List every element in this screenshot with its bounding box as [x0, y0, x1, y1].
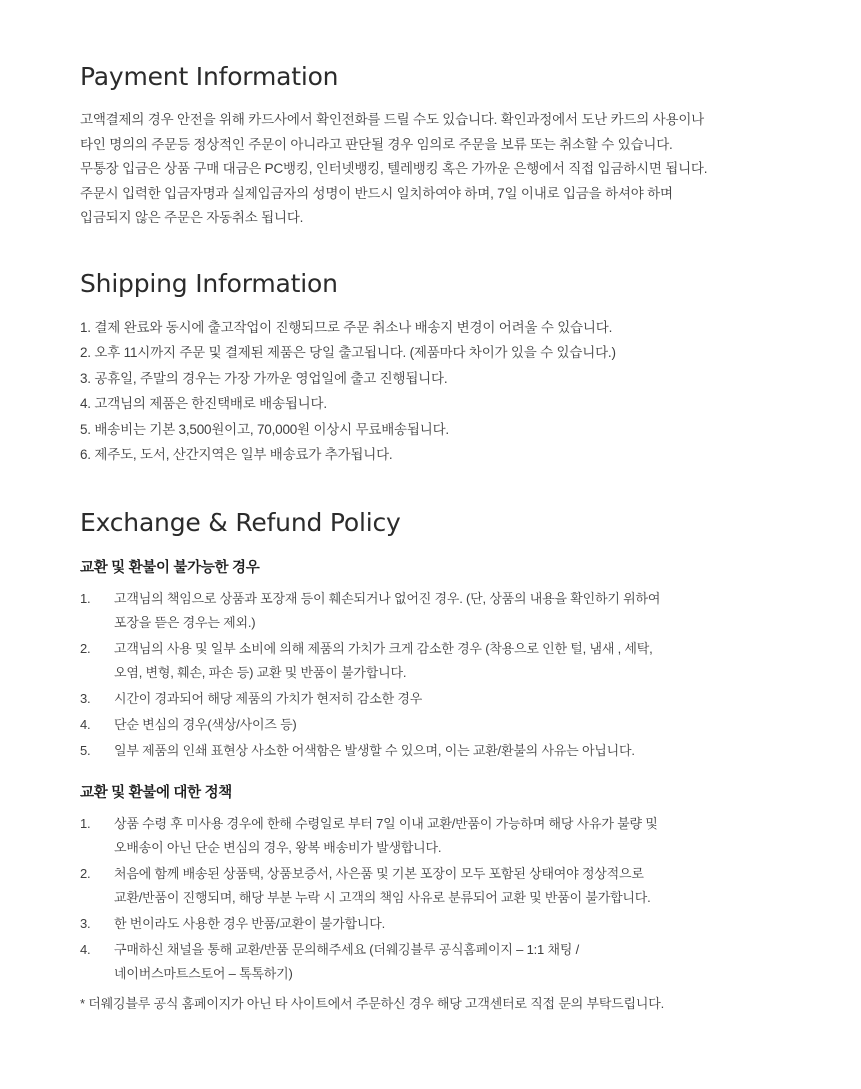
list-item-text: 한 번이라도 사용한 경우 반품/교환이 불가합니다. — [114, 915, 386, 931]
list-item — [80, 812, 781, 860]
policy-footnote: * 더웨깅블루 공식 홈페이지가 아닌 타 사이트에서 주문하신 경우 해당 고객센터로 직접 문의 부탁드립니다. — [80, 995, 665, 1011]
list-item — [80, 862, 781, 910]
list-item — [80, 587, 781, 635]
list-item — [80, 739, 781, 763]
shipping-list-item: 6. 제주도, 도서, 산간지역은 일부 배송료가 추가됩니다. — [80, 447, 393, 462]
shipping-list-item: 2. 오후 11시까지 주문 및 결제된 제품은 당일 출고됩니다. (제품마다 차이가 있을 수 있습니다.) — [80, 345, 616, 360]
list-item-text: 구매하신 채널을 통해 교환/반품 문의해주세요 (더웨깅블루 공식홈페이지 – 1:1 채팅 / — [114, 941, 580, 957]
list-item-body — [114, 938, 781, 986]
list-item-text: 단순 변심의 경우(색상/사이즈 등) — [114, 716, 297, 732]
list-item-text: 고객님의 사용 및 일부 소비에 의해 제품의 가치가 크게 감소한 경우 (착용으로 인한 털, 냄새 , 세탁, — [114, 640, 653, 656]
not-possible-heading: 교환 및 환불이 불가능한 경우 — [80, 559, 260, 576]
payment-information-section — [80, 62, 781, 231]
list-item-subtext: 포장을 뜯은 경우는 제외.) — [114, 614, 256, 630]
exchange-refund-section — [80, 508, 781, 1016]
list-item — [80, 637, 781, 685]
list-item-text: 시간이 경과되어 해당 제품의 가치가 현저히 감소한 경우 — [114, 690, 423, 706]
list-item-text: 처음에 함께 배송된 상품택, 상품보증서, 사은품 및 기본 포장이 모두 포함된 상태여야 정상적으로 — [114, 865, 644, 881]
list-item-number: 4. — [80, 716, 91, 732]
list-item-number: 1. — [80, 590, 91, 606]
list-item-text: 상품 수령 후 미사용 경우에 한해 수령일로 부터 7일 이내 교환/반품이 가능하며 해당 사유가 불량 및 — [114, 815, 658, 831]
list-item-subtext: 오배송이 아닌 단순 변심의 경우, 왕복 배송비가 발생합니다. — [114, 839, 442, 855]
list-item-text: 일부 제품의 인쇄 표현상 사소한 어색함은 발생할 수 있으며, 이는 교환/환불의 사유는 아닙니다. — [114, 742, 635, 758]
shipping-list-item: 3. 공휴일, 주말의 경우는 가장 가까운 영업일에 출고 진행됩니다. — [80, 370, 448, 386]
list-item-body — [114, 713, 781, 737]
list-item-body — [114, 862, 781, 910]
list-item-body — [114, 739, 781, 763]
exchange-refund-title: Exchange & Refund Policy — [80, 507, 401, 537]
shipping-list-item: 5. 배송비는 기본 3,500원이고, 70,000원 이상시 무료배송됩니다. — [80, 421, 449, 437]
policy-heading: 교환 및 환불에 대한 정책 — [80, 784, 232, 801]
list-item-text: 고객님의 책임으로 상품과 포장재 등이 훼손되거나 없어진 경우. (단, 상품의 내용을 확인하기 위하여 — [114, 590, 661, 606]
list-item-body — [114, 912, 781, 936]
list-item — [80, 713, 781, 737]
shipping-list-item: 4. 고객님의 제품은 한진택배로 배송됩니다. — [80, 396, 327, 411]
payment-information-title: Payment Information — [80, 62, 339, 91]
list-item-subtext: 오염, 변형, 훼손, 파손 등) 교환 및 반품이 불가합니다. — [114, 664, 407, 680]
list-item — [80, 687, 781, 711]
list-item-number: 3. — [80, 915, 91, 931]
list-item-number: 2. — [80, 640, 91, 656]
list-item-number: 3. — [80, 690, 91, 706]
list-item-body — [114, 637, 781, 685]
list-item-body — [114, 812, 781, 860]
shipping-list-item: 1. 결제 완료와 동시에 출고작업이 진행되므로 주문 취소나 배송지 변경이 어려울 수 있습니다. — [80, 319, 613, 335]
shipping-information-section — [80, 269, 781, 468]
list-item-number: 1. — [80, 815, 91, 831]
list-item-subtext: 네이버스마트스토어 – 톡톡하기) — [114, 965, 293, 981]
list-item-subtext: 교환/반품이 진행되며, 해당 부분 누락 시 고객의 책임 사유로 분류되어 교환 및 반품이 불가합니다. — [114, 889, 651, 905]
list-item-body — [114, 687, 781, 711]
payment-line: 주문시 입력한 입금자명과 실제입금자의 성명이 반드시 일치하여야 하며, 7일 이내로 입금을 하셔야 하며 — [80, 185, 673, 201]
shipping-information-title: Shipping Information — [80, 268, 338, 298]
list-item-number: 5. — [80, 742, 91, 758]
list-item — [80, 938, 781, 986]
list-item-body — [114, 587, 781, 635]
payment-line: 타인 명의의 주문등 정상적인 주문이 아니라고 판단될 경우 임의로 주문을 보류 또는 취소할 수 있습니다. — [80, 136, 673, 152]
payment-line: 입금되지 않은 주문은 자동취소 됩니다. — [80, 210, 304, 225]
list-item-number: 4. — [80, 941, 91, 957]
list-item-number: 2. — [80, 865, 91, 881]
payment-line: 무통장 입금은 상품 구매 대금은 PC뱅킹, 인터넷뱅킹, 텔레뱅킹 혹은 가까운 은행에서 직접 입금하시면 됩니다. — [80, 161, 708, 176]
list-item — [80, 912, 781, 936]
payment-line: 고액결제의 경우 안전을 위해 카드사에서 확인전화를 드릴 수도 있습니다. 확인과정에서 도난 카드의 사용이나 — [80, 112, 705, 127]
